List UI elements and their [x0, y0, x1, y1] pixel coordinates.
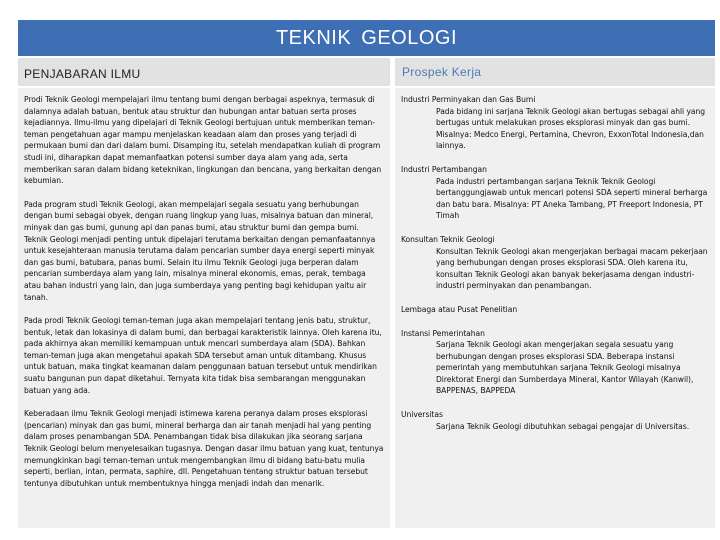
- entry-description: Pada industri pertambangan sarjana Teknik Teknik Geologi bertanggungjawab untuk mencari potensi SDA seperti mineral berharga dan batu bara. Misalnya: PT Aneka Tambang, PT Freeport Indonesia, PT Timah: [436, 176, 708, 221]
- entry-heading: Instansi Pemerintahan: [401, 328, 485, 338]
- paragraph-4: Keberadaan ilmu Teknik Geologi menjadi istimewa karena peranya dalam proses eksplorasi (pencarian) minyak dan gas bumi, mineral berharga dan air tanah menjadi hal yang penting dalam proses penambangan SDA. Penambangan tidak bisa dilakukan jika seorang sarjana Teknik Geologi belum menyelesaikan tugasnya. Dengan dasar ilmu batuan yang kuat, tentunya memungkinkan bagi teman-teman untuk mengembangkan ilmu di bidang batu-batu mulia seperti, berlian, intan, permata, saphire, dll. Pengetahuan tentang struktur batuan tersebut tentunya dibutuhkan untuk membentuknya hingga menjadi indah dan menarik.: [24, 409, 384, 488]
- prospek-entry-migas: [401, 94, 709, 152]
- entry-heading: Industri Pertambangan: [401, 164, 487, 174]
- prospek-kerja-panel: [395, 58, 715, 528]
- entry-heading: Konsultan Teknik Geologi: [401, 234, 495, 244]
- prospek-entry-pertambangan: [401, 164, 709, 222]
- entry-heading: Industri Perminyakan dan Gas Bumi: [401, 95, 536, 104]
- paragraph-1: Prodi Teknik Geologi mempelajari ilmu tentang bumi dengan berbagai aspeknya, termasuk di dalamnya adalah batuan, bentuk atau struktur dan hubungan antar batuan serta proses kejadiannya. Ilmu-ilmu yang dipelajari di Teknik Geologi bertujuan untuk memberikan teman-teman pengetahuan agar mampu menjelaskan keadaan alam dan proses yang terjadi di permukaan bumi dan dari dalam bumi. Disamping itu, setelah mendapatkan kuliah di program studi ini, diharapkan dapat memanfaatkan potensi sumber daya alam yang ada, serta memberikan saran dalam bidang keteknikan, lingkungan dan bencana, yang berkaitan dengan kebumian.: [24, 95, 382, 186]
- penjabaran-ilmu-heading: PENJABARAN ILMU: [18, 58, 390, 88]
- prospek-entry-pemerintahan: [401, 328, 709, 398]
- entry-description: Sarjana Teknik Geologi dibutuhkan sebagai pengajar di Universitas.: [436, 421, 690, 431]
- penjabaran-ilmu-panel: [18, 58, 390, 528]
- prospek-entry-universitas: [401, 409, 709, 432]
- title-banner: [18, 20, 715, 56]
- penjabaran-ilmu-body: [18, 88, 390, 489]
- paragraph-3: Pada prodi Teknik Geologi teman-teman juga akan mempelajari tentang jenis batu, struktur, bentuk, letak dan lokasinya di dalam bumi, dan berbagai karakteristik lainnya. Oleh karena itu, pada akhirnya akan memiliki kemampuan untuk mencari sumberdaya alam (SDA). Bahkan teman-teman juga akan mengetahui apakah SDA tersebut aman untuk ditambang. Khusus untuk batuan, maka tingkat keamanan dalam penggunaan batuan tersebut untuk mendirikan suatu bangunan pun dapat diketahui. Ternyata kita tidak bisa sembarangan menggunakan batuan yang ada.: [24, 316, 382, 395]
- entry-description: Konsultan Teknik Geologi akan mengerjakan berbagai macam pekerjaan yang berhubungan dengan proses eksplorasi SDA. Oleh karena itu, konsultan Teknik Geologi akan banyak bekerjasama dengan industri-industri perminyakan dan penambangan.: [436, 246, 708, 291]
- page-title: TEKNIK GEOLOGI: [275, 26, 458, 49]
- prospek-kerja-body: [395, 88, 715, 432]
- prospek-entry-penelitian: [401, 304, 709, 316]
- entry-heading: Universitas: [401, 410, 443, 420]
- prospek-kerja-heading: Prospek Kerja: [395, 58, 715, 88]
- entry-description: Pada bidang ini sarjana Teknik Geologi akan bertugas sebagai ahli yang bertugas untuk melakukan proses eksplorasi minyak dan gas bumi. Misalnya: Medco Energi, Pertamina, Chevron, ExxonTotal Indonesia,dan lainnya.: [436, 106, 706, 151]
- prospek-entry-konsultan: [401, 234, 709, 292]
- paragraph-2: Pada program studi Teknik Geologi, akan mempelajari segala sesuatu yang berhubungan dengan bumi sebagai obyek, dengan ruang lingkup yang luas, misalnya batuan dan mineral, minyak dan gas bumi, gunung api dan panas bumi, atau struktur bumi dan gempa bumi. Teknik Geologi menjadi penting untuk dipelajari terutama berkaitan dengan pemanfaatannya untuk kesejahteraan manusia terutama dalam pencarian sumber daya energi seperti minyak dan gas bumi, batubara, panas bumi. Selain itu ilmu Teknik Geologi juga berperan dalam pencarian sumberdaya alam yang lain, misalnya mineral ekonomis, emas, perak, tembaga atau bahan industri yang lain, dan juga sumberdaya yang penting bagi kehidupan yaitu air tanah.: [24, 199, 376, 302]
- entry-description: Sarjana Teknik Geologi akan mengerjakan segala sesuatu yang berhubungan dengan proses eksplorasi SDA. Beberapa instansi pemerintah yang membutuhkan sarjana Teknik Geologi misalnya Direktorat Energi dan Sumberdaya Mineral, Kantor Wilayah (Kanwil), BAPPENAS, BAPPEDA: [436, 340, 694, 396]
- entry-heading: Lembaga atau Pusat Penelitian: [401, 304, 518, 314]
